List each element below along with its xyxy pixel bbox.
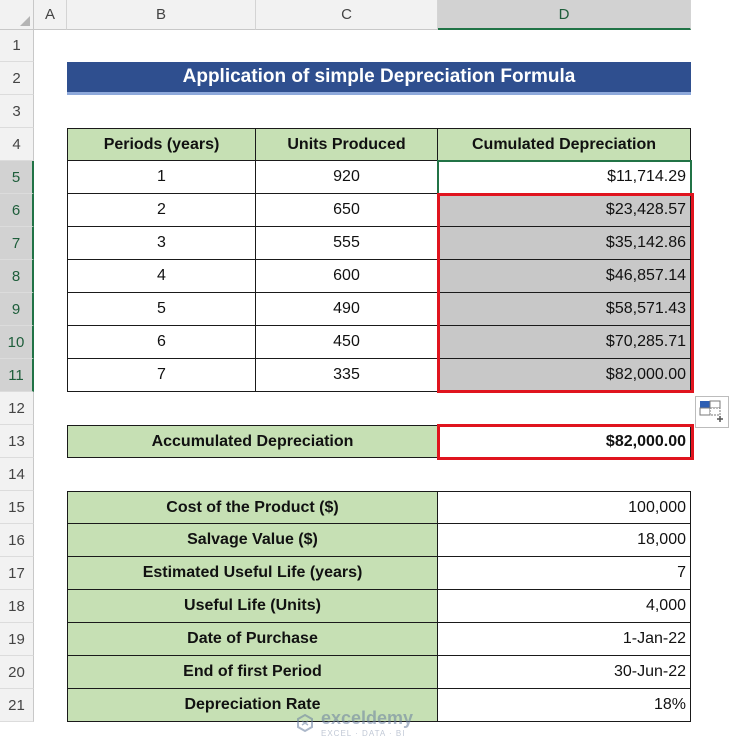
info-label[interactable]: Depreciation Rate [67, 689, 438, 722]
units-cell[interactable]: 335 [256, 359, 438, 392]
row-header[interactable]: 2 [0, 62, 34, 95]
period-cell[interactable]: 4 [67, 260, 256, 293]
result-cell-highlight [437, 424, 694, 460]
row-header[interactable]: 10 [0, 326, 34, 359]
info-label[interactable]: Cost of the Product ($) [67, 491, 438, 524]
column-header-b[interactable]: B [67, 0, 256, 30]
watermark-tagline: EXCEL · DATA · BI [321, 729, 406, 738]
exceldemy-logo-icon [295, 713, 315, 733]
row-header[interactable]: 18 [0, 590, 34, 623]
select-all-corner[interactable] [0, 0, 34, 30]
units-cell[interactable]: 920 [256, 161, 438, 194]
info-value[interactable]: 4,000 [438, 590, 691, 623]
info-value[interactable]: 100,000 [438, 491, 691, 524]
row-header[interactable]: 1 [0, 30, 34, 62]
info-value[interactable]: 7 [438, 557, 691, 590]
info-value[interactable]: 18% [438, 689, 691, 722]
row-header[interactable]: 3 [0, 95, 34, 128]
units-cell[interactable]: 555 [256, 227, 438, 260]
row-header[interactable]: 4 [0, 128, 34, 161]
row-header[interactable]: 21 [0, 689, 34, 722]
quick-analysis-icon[interactable] [695, 396, 729, 428]
accumulated-depreciation-value[interactable]: $82,000.00 [438, 425, 691, 458]
header-units-produced[interactable]: Units Produced [256, 128, 438, 161]
units-cell[interactable]: 450 [256, 326, 438, 359]
sheet-title[interactable]: Application of simple Depreciation Formula [67, 62, 691, 95]
active-cell-outline [437, 160, 692, 195]
row-header[interactable]: 13 [0, 425, 34, 458]
row-header[interactable]: 5 [0, 161, 34, 194]
exceldemy-watermark [295, 708, 413, 738]
selected-range-highlight [437, 193, 694, 393]
row-header[interactable]: 14 [0, 458, 34, 491]
period-cell[interactable]: 3 [67, 227, 256, 260]
period-cell[interactable]: 1 [67, 161, 256, 194]
depreciation-cell[interactable]: $46,857.14 [438, 260, 691, 293]
info-label[interactable]: Date of Purchase [67, 623, 438, 656]
row-header[interactable]: 20 [0, 656, 34, 689]
info-value[interactable]: 1-Jan-22 [438, 623, 691, 656]
row-header[interactable]: 19 [0, 623, 34, 656]
info-value[interactable]: 18,000 [438, 524, 691, 557]
units-cell[interactable]: 650 [256, 194, 438, 227]
accumulated-depreciation-label[interactable]: Accumulated Depreciation [67, 425, 438, 458]
row-header[interactable]: 6 [0, 194, 34, 227]
info-label[interactable]: Useful Life (Units) [67, 590, 438, 623]
period-cell[interactable]: 6 [67, 326, 256, 359]
depreciation-cell[interactable]: $23,428.57 [438, 194, 691, 227]
header-periods[interactable]: Periods (years) [67, 128, 256, 161]
info-label[interactable]: Estimated Useful Life (years) [67, 557, 438, 590]
depreciation-cell[interactable]: $82,000.00 [438, 359, 691, 392]
info-label[interactable]: Salvage Value ($) [67, 524, 438, 557]
watermark-name: exceldemy [321, 708, 414, 728]
row-header[interactable]: 8 [0, 260, 34, 293]
depreciation-cell[interactable]: $35,142.86 [438, 227, 691, 260]
row-header[interactable]: 15 [0, 491, 34, 524]
info-label[interactable]: End of first Period [67, 656, 438, 689]
column-header-d[interactable]: D [438, 0, 691, 30]
header-cumulated-depreciation[interactable]: Cumulated Depreciation [438, 128, 691, 161]
depreciation-cell[interactable]: $58,571.43 [438, 293, 691, 326]
units-cell[interactable]: 490 [256, 293, 438, 326]
row-header[interactable]: 11 [0, 359, 34, 392]
row-header[interactable]: 16 [0, 524, 34, 557]
period-cell[interactable]: 7 [67, 359, 256, 392]
row-header[interactable]: 7 [0, 227, 34, 260]
column-header-a[interactable]: A [34, 0, 67, 30]
row-header[interactable]: 12 [0, 392, 34, 425]
period-cell[interactable]: 2 [67, 194, 256, 227]
period-cell[interactable]: 5 [67, 293, 256, 326]
info-value[interactable]: 30-Jun-22 [438, 656, 691, 689]
depreciation-cell[interactable]: $70,285.71 [438, 326, 691, 359]
depreciation-cell[interactable]: $11,714.29 [438, 161, 691, 194]
row-header[interactable]: 17 [0, 557, 34, 590]
column-header-c[interactable]: C [256, 0, 438, 30]
units-cell[interactable]: 600 [256, 260, 438, 293]
row-header[interactable]: 9 [0, 293, 34, 326]
